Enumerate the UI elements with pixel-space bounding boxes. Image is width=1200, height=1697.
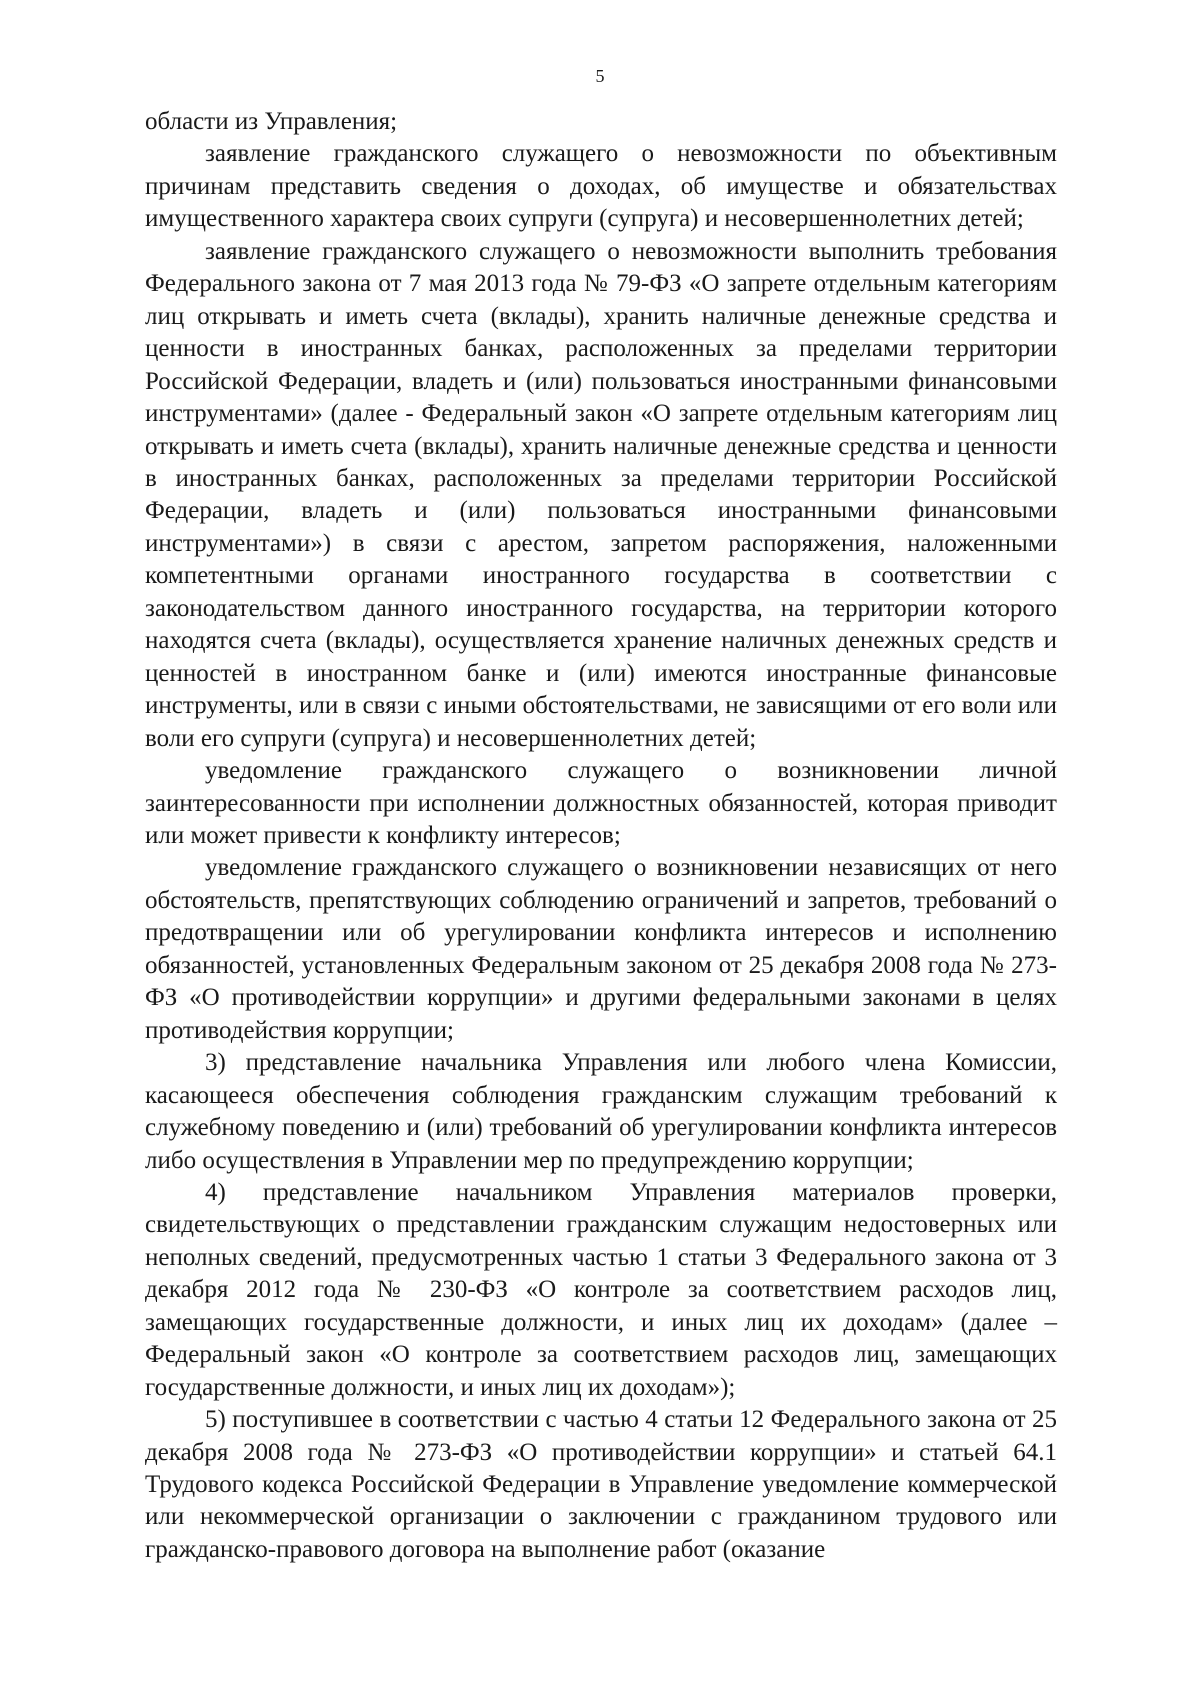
paragraph-personal-interest: уведомление гражданского служащего о возникновении личной заинтересованности при исполнении должностных обязанностей, которая приводит или может привести к конфликту интересов; (145, 757, 1057, 849)
paragraph-item-4: 4) представление начальником Управления материалов проверки, свидетельствующих о представлении гражданским служащим недостоверных или неполных сведений, предусмотренных частью 1 статьи 3 Федерального закона от 3 декабря 2012 года № 230-ФЗ «О контроле за соответствием расходов лиц, замещающих государственные должности, и иных лиц их доходам» (далее – Федеральный закон «О контроле за соответствием расходов лиц, замещающих государственные должности, и иных лиц их доходам»); (145, 1178, 1057, 1401)
paragraph-independent-circumstances: уведомление гражданского служащего о возникновении независящих от него обстоятельств, препятствующих соблюдению ограничений и запретов, требований о предотвращении или об урегулировании конфликта интересов и исполнению обязанностей, установленных Федеральным законом от 25 декабря 2008 года № 273-ФЗ «О противодействии коррупции» и другими федеральными законами в целях противодействия коррупции; (145, 854, 1057, 1044)
paragraph-item-5: 5) поступившее в соответствии с частью 4 статьи 12 Федерального закона от 25 декабря 2008 года № 273-ФЗ «О противодействии коррупции» и статьей 64.1 Трудового кодекса Российской Федерации в Управление уведомление коммерческой или некоммерческой организации о заключении с гражданином трудового или гражданско-правового договора на выполнение работ (оказание (145, 1406, 1057, 1563)
page-number: 5 (595, 66, 605, 86)
paragraph-item-3: 3) представление начальника Управления или любого члена Комиссии, касающееся обеспечения соблюдения гражданским служащим требований к служебному поведению и (или) требований об урегулировании конфликта интересов либо осуществления в Управлении мер по предупреждению коррупции; (145, 1049, 1057, 1174)
paragraph-income-statement: заявление гражданского служащего о невозможности по объективным причинам представить сведения о доходах, об имуществе и обязательствах имущественного характера своих супруги (супруга) и несовершеннолетних детей; (145, 140, 1057, 233)
document-body (145, 106, 1057, 1566)
paragraph-foreign-accounts: заявление гражданского служащего о невозможности выполнить требования Федерального закона от 7 мая 2013 года № 79-ФЗ «О запрете отдельным категориям лиц открывать и иметь счета (вклады), хранить наличные денежные средства и ценности в иностранных банках, расположенных за пределами территории Российской Федерации, владеть и (или) пользоваться иностранными финансовыми инструментами» (далее - Федеральный закон «О запрете отдельным категориям лиц открывать и иметь счета (вклады), хранить наличные денежные средства и ценности в иностранных банках, расположенных за пределами территории Российской Федерации, владеть и (или) пользоваться иностранными финансовыми инструментами») в связи с арестом, запретом распоряжения, наложенными компетентными органами иностранного государства в соответствии с законодательством данного иностранного государства, на территории которого находятся счета (вклады), осуществляется хранение наличных денежных средств и ценностей в иностранном банке и (или) имеются иностранные финансовые инструменты, или в связи с иными обстоятельствами, не зависящими от его воли или воли его супруги (супруга) и несовершеннолетних детей; (145, 237, 1057, 752)
paragraph-continuation: области из Управления; (145, 108, 398, 135)
